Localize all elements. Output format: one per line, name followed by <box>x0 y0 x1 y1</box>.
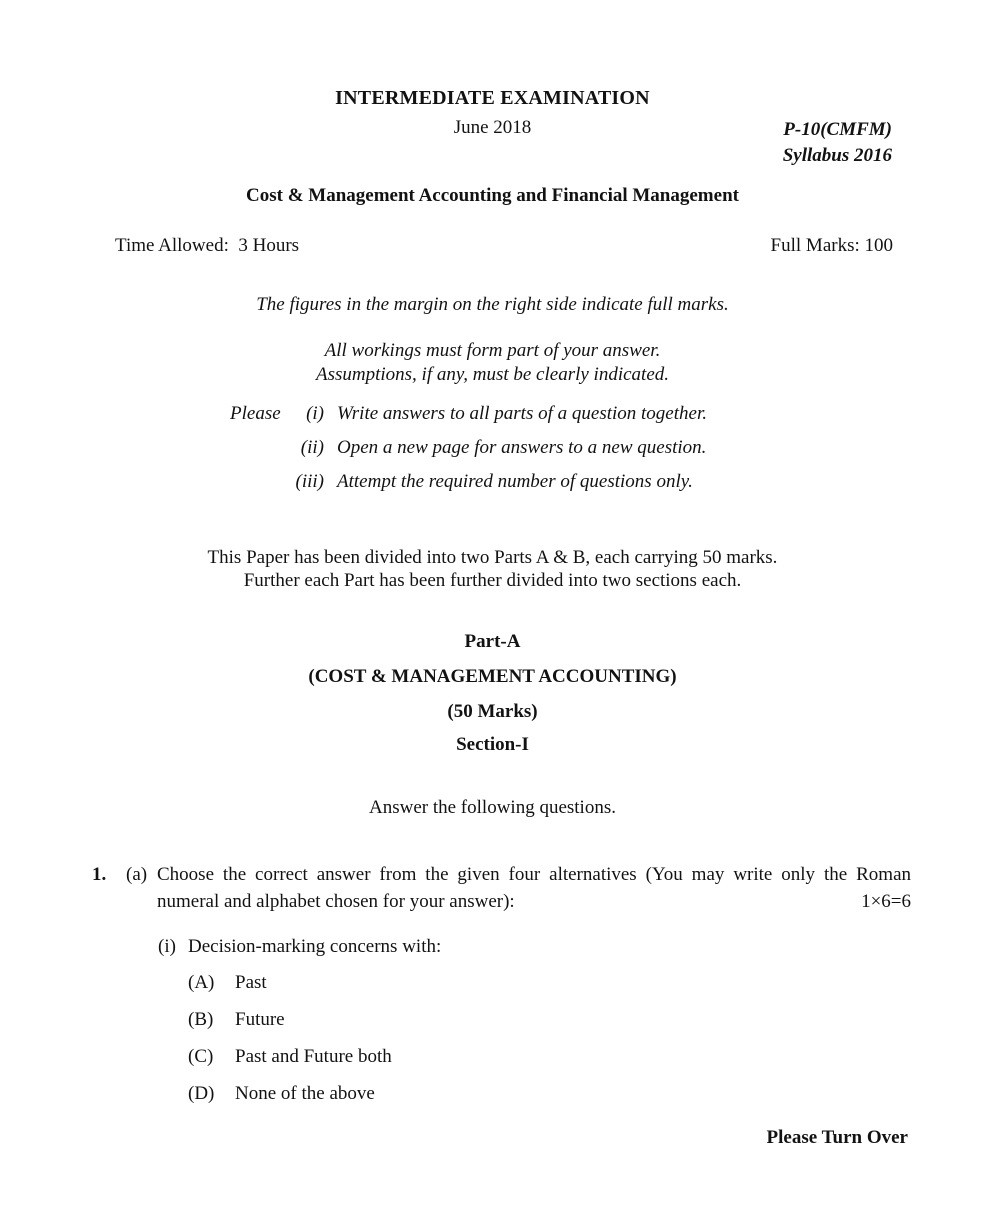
part-a-marks: (50 Marks) <box>447 701 538 722</box>
time-marks-row <box>115 235 893 257</box>
instruction-numeral: (i) <box>306 403 324 424</box>
exam-title: INTERMEDIATE EXAMINATION <box>335 87 650 109</box>
instruction-numeral: (ii) <box>300 437 324 458</box>
options-list <box>188 972 392 1120</box>
question-body <box>157 861 911 915</box>
option-text: Past and Future both <box>235 1046 392 1067</box>
option-text: Future <box>235 1009 285 1030</box>
instruction-text: Write answers to all parts of a question together. <box>337 403 707 424</box>
working-note-line: Assumptions, if any, must be clearly indicated. <box>315 364 670 385</box>
question-sub-label: (a) <box>126 864 148 885</box>
instruction-text: Open a new page for answers to a new question. <box>337 437 707 458</box>
option-letter: (D) <box>188 1083 215 1104</box>
division-note <box>0 546 985 592</box>
sub-question-numeral: (i) <box>158 936 176 957</box>
sub-question-text: Decision-marking concerns with: <box>188 936 442 957</box>
question-number: 1. <box>92 864 107 885</box>
division-note-line: This Paper has been divided into two Parts A & B, each carrying 50 marks. <box>207 547 778 568</box>
sub-question-i <box>158 936 441 958</box>
working-notes <box>0 339 985 387</box>
marks-allocation: 1×6=6 <box>861 891 911 912</box>
option-row <box>188 972 392 994</box>
question-text-continued: numeral and alphabet chosen for your answer): <box>157 891 515 912</box>
part-a-heading: Part-A <box>464 631 521 652</box>
option-row <box>188 1046 392 1068</box>
question-text-line <box>157 888 911 915</box>
option-row <box>188 1083 392 1105</box>
option-letter: (C) <box>188 1046 214 1067</box>
paper-code: P-10(CMFM) <box>783 119 892 140</box>
answer-instruction: Answer the following questions. <box>369 797 616 818</box>
syllabus-label: Syllabus 2016 <box>782 145 892 166</box>
option-letter: (A) <box>188 972 215 993</box>
part-a-subject: (COST & MANAGEMENT ACCOUNTING) <box>308 666 677 687</box>
option-letter: (B) <box>188 1009 214 1030</box>
division-note-line: Further each Part has been further divided into two sections each. <box>243 570 742 591</box>
instruction-text: Attempt the required number of questions only. <box>337 471 693 492</box>
option-text: Past <box>235 972 267 993</box>
time-allowed-label: Time Allowed: 3 Hours <box>115 235 300 256</box>
question-1 <box>92 861 911 915</box>
turn-over-note: Please Turn Over <box>766 1127 908 1148</box>
exam-date: June 2018 <box>453 117 532 138</box>
paper-code-block <box>783 117 892 169</box>
option-text: None of the above <box>235 1083 375 1104</box>
please-label-spacer <box>230 471 294 493</box>
full-marks-label: Full Marks: 100 <box>770 235 893 256</box>
margin-note: The figures in the margin on the right side indicate full marks. <box>256 294 729 315</box>
section-heading: Section-I <box>456 734 529 755</box>
question-text-line: Choose the correct answer from the given four alternatives (You may write only the Roman <box>157 864 911 885</box>
please-label: Please <box>230 403 281 424</box>
instruction-numeral: (iii) <box>295 471 324 492</box>
working-note-line: All workings must form part of your answer. <box>324 340 661 361</box>
please-instructions <box>230 403 707 493</box>
option-row <box>188 1009 392 1031</box>
please-label-spacer <box>230 437 294 459</box>
subject-title: Cost & Management Accounting and Financial Management <box>246 185 739 206</box>
